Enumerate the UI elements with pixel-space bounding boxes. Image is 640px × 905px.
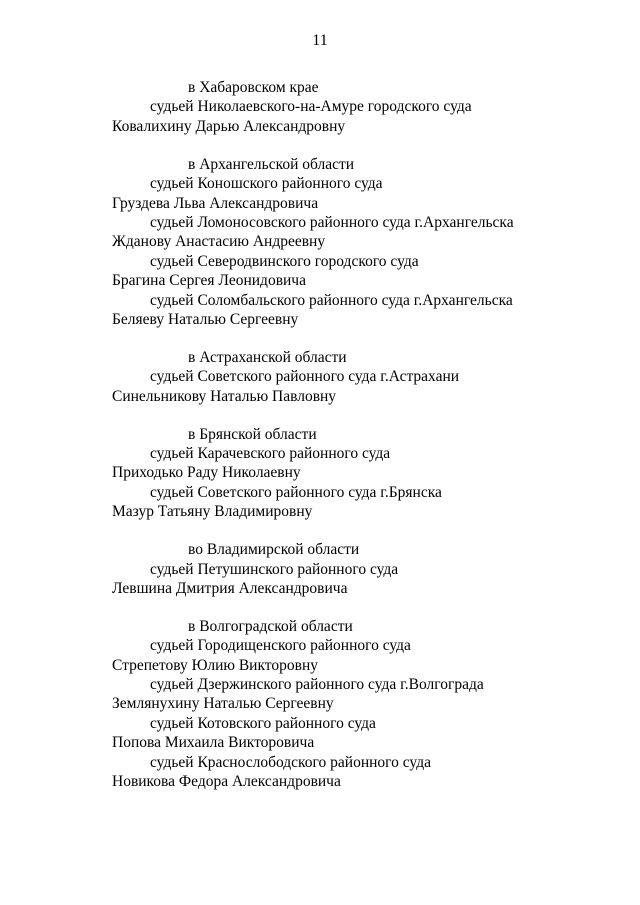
region-section bbox=[0, 425, 640, 522]
court-position: судьей Котовского районного суда bbox=[150, 714, 376, 732]
judge-name: Попова Михаила Викторовича bbox=[112, 734, 315, 752]
region-section bbox=[0, 78, 640, 136]
judge-name: Мазур Татьяну Владимировну bbox=[112, 503, 313, 521]
region-heading: в Волгоградской области bbox=[188, 617, 353, 635]
judge-name: Приходько Раду Николаевну bbox=[112, 464, 301, 482]
court-position: судьей Коношского районного суда bbox=[150, 175, 383, 193]
region-section bbox=[0, 540, 640, 598]
judge-name: Землянухину Наталью Сергеевну bbox=[112, 695, 334, 713]
court-position: судьей Краснослободского районного суда bbox=[150, 753, 431, 771]
region-heading: в Брянской области bbox=[188, 425, 317, 443]
judge-name: Левшина Дмитрия Александровича bbox=[112, 579, 348, 597]
court-position: судьей Карачевского районного суда bbox=[150, 445, 391, 462]
judge-name: Жданову Анастасию Андреевну bbox=[112, 233, 326, 251]
region-section bbox=[0, 155, 640, 330]
court-position: судьей Дзержинского районного суда г.Волгограда bbox=[150, 676, 484, 694]
judge-name: Брагина Сергея Леонидовича bbox=[112, 272, 306, 290]
judge-name: Беляеву Наталью Сергеевну bbox=[112, 310, 299, 328]
court-position: судьей Советского районного суда г.Астрахани bbox=[150, 368, 460, 386]
court-position: судьей Петушинского районного суда bbox=[150, 560, 399, 578]
court-position: судьей Николаевского-на-Амуре городского суда bbox=[150, 98, 472, 116]
judge-name: Синельникову Наталью Павловну bbox=[112, 387, 337, 405]
court-position: судьей Северодвинского городского суда bbox=[150, 252, 419, 270]
region-heading: в Астраханской области bbox=[188, 348, 347, 366]
court-position: судьей Городищенского районного суда bbox=[150, 637, 411, 655]
court-position: судьей Ломоносовского районного суда г.Архангельска bbox=[150, 213, 514, 231]
region-heading: в Хабаровском крае bbox=[188, 79, 319, 96]
region-heading: в Архангельской области bbox=[188, 155, 355, 173]
judge-name: Стрепетову Юлию Викторовну bbox=[112, 656, 318, 674]
page-number: 11 bbox=[312, 32, 328, 49]
judge-name: Новикова Федора Александровича bbox=[112, 773, 341, 791]
court-position: судьей Соломбальского районного суда г.Архангельска bbox=[150, 291, 513, 309]
court-position: судьей Советского районного суда г.Брянска bbox=[150, 483, 442, 501]
region-section bbox=[0, 348, 640, 406]
judge-name: Ковалихину Дарью Александровну bbox=[112, 117, 346, 135]
judge-name: Груздева Льва Александровича bbox=[112, 194, 319, 212]
region-heading: во Владимирской области bbox=[188, 541, 360, 559]
appointments-list bbox=[0, 78, 640, 810]
region-section bbox=[0, 617, 640, 792]
